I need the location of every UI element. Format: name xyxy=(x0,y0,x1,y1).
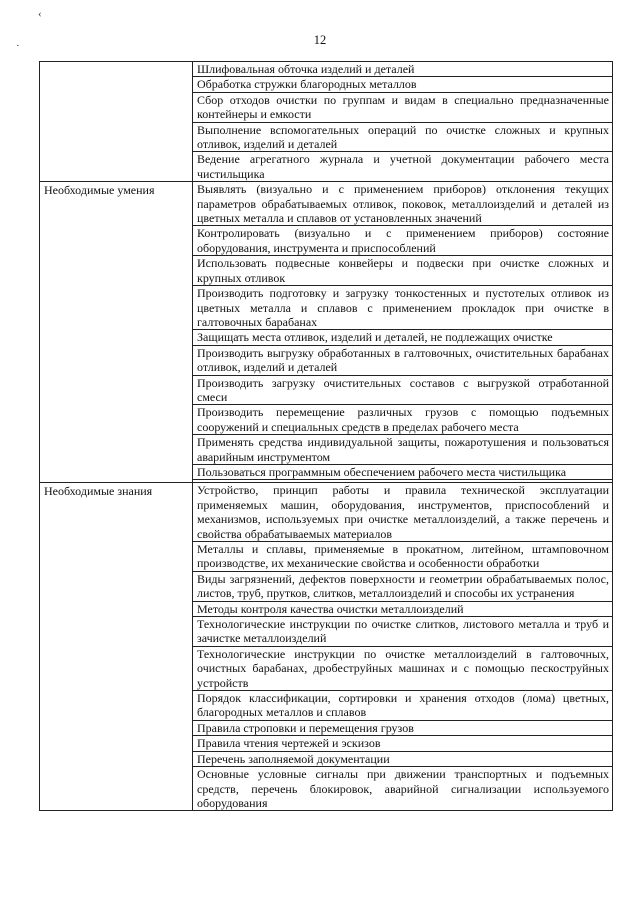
section-label: Необходимые знания xyxy=(40,483,193,811)
requirement-text: Защищать места отливок, изделий и деталей, не подлежащих очистке xyxy=(193,330,613,345)
requirement-text: Производить загрузку очистительных составов с выгрузкой отработанной смеси xyxy=(193,375,613,405)
requirement-text: Использовать подвесные конвейеры и подвески при очистке сложных и крупных отливок xyxy=(193,256,613,286)
requirement-text: Контролировать (визуально и с применением приборов) состояние оборудования, инструмента и приспособлений xyxy=(193,226,613,256)
table-body xyxy=(40,62,613,811)
table-row xyxy=(40,182,613,226)
requirement-text: Виды загрязнений, дефектов поверхности и геометрии обрабатываемых полос, листов, труб, прутков, слитков, металлоизделий и способы их устранения xyxy=(193,571,613,601)
requirement-text: Основные условные сигналы при движении транспортных и подъемных средств, перечень блокировок, аварийной сигнализации используемого оборудования xyxy=(193,767,613,811)
requirement-text: Технологические инструкции по очистке металлоизделий в галтовочных, очистных барабанах, дробеструйных машинах и с помощью пескоструйных устройств xyxy=(193,646,613,690)
requirement-text: Правила строповки и перемещения грузов xyxy=(193,720,613,735)
requirement-text: Выполнение вспомогательных операций по очистке сложных и крупных отливок, изделий и деталей xyxy=(193,122,613,152)
requirement-text: Порядок классификации, сортировки и хранения отходов (лома) цветных, благородных металлов и сплавов xyxy=(193,691,613,721)
requirement-text: Правила чтения чертежей и эскизов xyxy=(193,736,613,751)
requirement-text: Производить подготовку и загрузку тонкостенных и пустотелых отливок из цветных металла и сплавов с применением прокладок при очистке в галтовочных барабанах xyxy=(193,286,613,330)
requirement-text: Выявлять (визуально и с применением приборов) отклонения текущих параметров обрабатываемых отливок, поковок, металлоизделий и деталей из цветных металла и сплавов от установленных значений xyxy=(193,182,613,226)
requirements-table xyxy=(39,61,613,811)
corner-dot: · xyxy=(16,40,20,52)
requirement-text: Ведение агрегатного журнала и учетной документации рабочего места чистильщика xyxy=(193,152,613,182)
requirement-text: Металлы и сплавы, применяемые в прокатном, литейном, штамповочном производстве, их механические свойства и особенности обработки xyxy=(193,542,613,572)
requirement-text: Производить выгрузку обработанных в галтовочных, очистительных барабанах отливок, изделий и деталей xyxy=(193,345,613,375)
requirement-text: Производить перемещение различных грузов с помощью подъемных сооружений и специальных средств в пределах рабочего места xyxy=(193,405,613,435)
corner-mark: ‹ xyxy=(38,8,42,20)
requirement-text: Устройство, принцип работы и правила технической эксплуатации применяемых машин, оборудования, инструментов, приспособлений и механизмов, используемых при очистке металлоизделий, а также перечень и свойства обрабатываемых материалов xyxy=(193,483,613,542)
page-number: 12 xyxy=(313,33,327,47)
requirement-text: Перечень заполняемой документации xyxy=(193,751,613,766)
requirement-text: Методы контроля качества очистки металлоизделий xyxy=(193,601,613,616)
table-row xyxy=(40,62,613,77)
requirement-text: Применять средства индивидуальной защиты, пожаротушения и пользоваться аварийным инструментом xyxy=(193,435,613,465)
table-row xyxy=(40,483,613,542)
requirement-text: Шлифовальная обточка изделий и деталей xyxy=(193,62,613,77)
requirement-text: Пользоваться программным обеспечением рабочего места чистильщика xyxy=(193,464,613,479)
requirement-text: Сбор отходов очистки по группам и видам в специально предназначенные контейнеры и емкости xyxy=(193,92,613,122)
requirement-text: Технологические инструкции по очистке слитков, листового металла и труб и зачистке металлоизделий xyxy=(193,617,613,647)
requirement-text: Обработка стружки благородных металлов xyxy=(193,77,613,92)
section-label xyxy=(40,62,193,182)
section-label: Необходимые умения xyxy=(40,182,193,483)
